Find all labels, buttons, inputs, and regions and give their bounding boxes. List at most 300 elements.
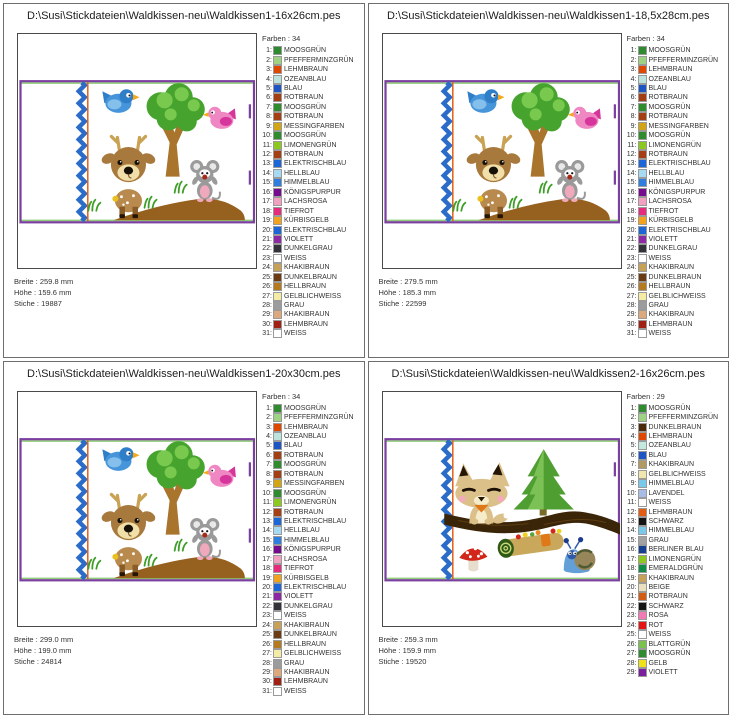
width-label: Breite : 259.8 mm bbox=[14, 277, 74, 286]
design-panel bbox=[368, 3, 730, 358]
stitch-count-label: Stiche : 24814 bbox=[14, 656, 62, 666]
thread-color-name: DUNKELGRAU bbox=[284, 602, 333, 610]
thread-row bbox=[624, 320, 719, 329]
thread-row bbox=[259, 630, 354, 639]
thread-color-swatch bbox=[273, 93, 282, 102]
height-label: Höhe : 199.0 mm bbox=[14, 645, 72, 655]
thread-number: 13: bbox=[262, 517, 272, 525]
thread-row bbox=[259, 55, 354, 64]
thread-number: 8: bbox=[630, 470, 637, 478]
thread-number: 17: bbox=[626, 198, 637, 206]
thread-number: 16: bbox=[626, 546, 637, 554]
thread-color-name: BLAU bbox=[648, 84, 667, 92]
thread-color-swatch bbox=[638, 583, 647, 592]
thread-row bbox=[624, 479, 719, 488]
thread-row bbox=[624, 244, 719, 253]
thread-color-swatch bbox=[273, 150, 282, 159]
thread-color-swatch bbox=[638, 112, 647, 121]
thread-row bbox=[259, 517, 354, 526]
thread-color-name: LIMONENGRÜN bbox=[284, 141, 337, 149]
thread-number: 13: bbox=[626, 160, 637, 168]
thread-color-swatch bbox=[273, 583, 282, 592]
thread-color-name: ROTBRAUN bbox=[284, 94, 324, 102]
thread-number: 21: bbox=[626, 593, 637, 601]
thread-color-name: KHAKIBRAUN bbox=[284, 621, 330, 629]
thread-color-name: SCHWARZ bbox=[648, 602, 684, 610]
design-info bbox=[14, 634, 73, 667]
thread-color-name: HELLBRAUN bbox=[648, 283, 691, 291]
thread-row bbox=[624, 451, 719, 460]
thread-color-name: DUNKELGRAU bbox=[648, 245, 698, 253]
thread-color-swatch bbox=[273, 216, 282, 225]
thread-color-name: LIMONENGRÜN bbox=[284, 499, 337, 507]
thread-color-swatch bbox=[273, 292, 282, 301]
thread-number: 22: bbox=[262, 245, 272, 253]
thread-color-name: ELEKTRISCHBLAU bbox=[284, 160, 347, 168]
height-label: Höhe : 159.9 mm bbox=[378, 645, 437, 655]
thread-row bbox=[624, 573, 719, 582]
thread-color-name: HIMMELBLAU bbox=[284, 536, 330, 544]
thread-color-name: KHAKIBRAUN bbox=[648, 461, 695, 469]
thread-color-swatch bbox=[273, 611, 282, 620]
thread-row bbox=[259, 197, 354, 206]
thread-color-name: LEHMBRAUN bbox=[648, 433, 693, 441]
thread-number: 26: bbox=[262, 283, 272, 291]
thread-color-swatch bbox=[273, 441, 282, 450]
thread-number: 11: bbox=[627, 499, 637, 507]
design-preview bbox=[382, 33, 622, 269]
thread-color-swatch bbox=[638, 254, 647, 263]
thread-row bbox=[259, 649, 354, 658]
stitch-count-label: Stiche : 19887 bbox=[14, 299, 62, 308]
thread-color-swatch bbox=[273, 159, 282, 168]
thread-color-swatch bbox=[273, 659, 282, 668]
forest-scene-1 bbox=[383, 34, 621, 268]
thread-color-name: ROTBRAUN bbox=[284, 508, 324, 516]
thread-row bbox=[259, 639, 354, 648]
thread-color-name: ROT bbox=[648, 621, 664, 629]
thread-color-name: MESSINGFARBEN bbox=[284, 122, 345, 130]
thread-row bbox=[624, 282, 719, 291]
thread-color-name: GRAU bbox=[648, 302, 669, 310]
thread-number: 7: bbox=[266, 461, 272, 469]
thread-color-name: LEHMBRAUN bbox=[648, 66, 693, 74]
thread-color-swatch bbox=[273, 423, 282, 432]
thread-color-name: KHAKIBRAUN bbox=[284, 264, 330, 272]
thread-row bbox=[624, 310, 719, 319]
thread-color-name: KÜRBISGELB bbox=[284, 574, 329, 582]
thread-row bbox=[259, 611, 354, 620]
thread-color-name: LEHMBRAUN bbox=[284, 320, 328, 328]
thread-number: 30: bbox=[262, 320, 272, 328]
thread-row bbox=[624, 46, 719, 55]
thread-color-name: GELB bbox=[648, 659, 668, 667]
thread-number: 10: bbox=[626, 132, 637, 140]
thread-color-name: ROTBRAUN bbox=[284, 151, 324, 159]
thread-number: 22: bbox=[626, 602, 637, 610]
thread-color-name: KÜRBISGELB bbox=[648, 217, 694, 225]
thread-row bbox=[259, 93, 354, 102]
thread-color-swatch bbox=[638, 432, 647, 441]
thread-color-swatch bbox=[273, 451, 282, 460]
thread-number: 25: bbox=[626, 273, 637, 281]
thread-number: 2: bbox=[630, 56, 637, 64]
bell bbox=[112, 196, 118, 202]
thread-color-swatch bbox=[638, 301, 647, 310]
thread-color-name: HELLBLAU bbox=[284, 169, 320, 177]
thread-color-name: MESSINGFARBEN bbox=[284, 480, 345, 488]
thread-color-name: BLAU bbox=[284, 442, 303, 450]
thread-row bbox=[624, 188, 719, 197]
hoop-tick bbox=[249, 462, 251, 476]
thread-row bbox=[259, 112, 354, 121]
thread-color-swatch bbox=[638, 226, 647, 235]
thread-number: 1: bbox=[266, 404, 272, 412]
thread-row bbox=[259, 122, 354, 131]
thread-number: 6: bbox=[630, 94, 637, 102]
thread-number: 20: bbox=[262, 226, 272, 234]
thread-row bbox=[259, 536, 354, 545]
thread-row bbox=[259, 432, 354, 441]
color-count-label: Farben : 34 bbox=[626, 34, 665, 43]
thread-number: 15: bbox=[262, 179, 272, 187]
thread-color-name: KHAKIBRAUN bbox=[648, 264, 695, 272]
thread-number: 8: bbox=[266, 113, 272, 121]
thread-color-name: ROSA bbox=[648, 612, 669, 620]
thread-row bbox=[624, 668, 719, 677]
thread-number: 7: bbox=[630, 103, 637, 111]
thread-row bbox=[259, 291, 354, 300]
thread-row bbox=[259, 422, 354, 431]
hoop-tick bbox=[613, 171, 615, 185]
thread-row bbox=[259, 254, 354, 263]
thread-color-name: TIEFROT bbox=[284, 207, 314, 215]
thread-color-name: KÖNIGSPURPUR bbox=[284, 188, 341, 196]
thread-color-name: LACHSROSA bbox=[648, 198, 692, 206]
thread-color-swatch bbox=[638, 263, 647, 272]
hoop-tick bbox=[249, 171, 251, 185]
thread-color-swatch bbox=[638, 207, 647, 216]
thread-row bbox=[259, 413, 354, 422]
thread-color-name: KHAKIBRAUN bbox=[284, 668, 330, 676]
thread-number: 30: bbox=[626, 320, 637, 328]
thread-row bbox=[624, 216, 719, 225]
thread-color-name: MOOSGRÜN bbox=[648, 132, 691, 140]
thread-row bbox=[624, 84, 719, 93]
height-label: Höhe : 159.6 mm bbox=[14, 288, 72, 297]
thread-number: 6: bbox=[266, 451, 272, 459]
thread-color-swatch bbox=[273, 517, 282, 526]
thread-number: 27: bbox=[626, 292, 637, 300]
thread-color-name: MOOSGRÜN bbox=[284, 47, 326, 55]
width-label: Breite : 299.0 mm bbox=[14, 634, 74, 644]
thread-number: 27: bbox=[262, 292, 272, 300]
design-info bbox=[379, 276, 438, 309]
thread-color-name: HIMMELBLAU bbox=[648, 480, 695, 488]
hoop-tick bbox=[249, 528, 251, 542]
thread-color-swatch bbox=[273, 131, 282, 140]
thread-number: 1: bbox=[630, 404, 637, 412]
thread-number: 20: bbox=[626, 584, 637, 592]
thread-color-name: OZEANBLAU bbox=[284, 433, 327, 441]
thread-number: 9: bbox=[630, 122, 637, 130]
thread-color-name: VIOLETT bbox=[648, 668, 678, 676]
thread-row bbox=[624, 545, 719, 554]
thread-number: 11: bbox=[262, 141, 272, 149]
thread-color-swatch bbox=[273, 564, 282, 573]
thread-color-swatch bbox=[638, 489, 647, 498]
forest-scene-2 bbox=[383, 392, 621, 626]
thread-row bbox=[624, 526, 719, 535]
thread-number: 23: bbox=[262, 612, 272, 620]
thread-color-swatch bbox=[638, 413, 647, 422]
thread-row bbox=[259, 235, 354, 244]
thread-row bbox=[259, 488, 354, 497]
thread-color-name: WEISS bbox=[284, 687, 307, 695]
thread-number: 9: bbox=[630, 480, 637, 488]
thread-number: 9: bbox=[266, 480, 272, 488]
thread-color-name: PFEFFERMINZGRÜN bbox=[648, 56, 719, 64]
thread-color-name: ELEKTRISCHBLAU bbox=[284, 226, 347, 234]
thread-row bbox=[624, 536, 719, 545]
design-preview bbox=[17, 391, 257, 627]
hoop-frame bbox=[383, 392, 621, 626]
thread-color-swatch bbox=[638, 159, 647, 168]
thread-color-name: MOOSGRÜN bbox=[284, 103, 326, 111]
thread-color-name: HELLBLAU bbox=[284, 527, 320, 535]
thread-row bbox=[624, 413, 719, 422]
thread-color-swatch bbox=[638, 320, 647, 329]
thread-number: 17: bbox=[626, 555, 637, 563]
thread-row bbox=[259, 687, 354, 696]
thread-color-name: MOOSGRÜN bbox=[648, 103, 691, 111]
thread-number: 5: bbox=[266, 442, 272, 450]
thread-number: 26: bbox=[262, 640, 272, 648]
thread-color-swatch bbox=[638, 84, 647, 93]
thread-number: 16: bbox=[262, 546, 272, 554]
thread-number: 23: bbox=[626, 612, 637, 620]
thread-row bbox=[259, 46, 354, 55]
thread-color-name: MOOSGRÜN bbox=[284, 461, 326, 469]
thread-row bbox=[624, 55, 719, 64]
thread-row bbox=[259, 404, 354, 413]
thread-row bbox=[624, 263, 719, 272]
thread-number: 1: bbox=[630, 47, 637, 55]
thread-row bbox=[259, 301, 354, 310]
thread-color-name: VIOLETT bbox=[648, 235, 678, 243]
thread-color-swatch bbox=[638, 122, 647, 131]
thread-number: 16: bbox=[626, 188, 637, 196]
thread-color-swatch bbox=[273, 46, 282, 55]
thread-number: 24: bbox=[262, 621, 272, 629]
thread-row bbox=[624, 291, 719, 300]
thread-row bbox=[624, 441, 719, 450]
thread-color-name: LEHMBRAUN bbox=[284, 678, 328, 686]
hoop-tick bbox=[613, 104, 615, 118]
thread-color-swatch bbox=[273, 630, 282, 639]
thread-color-name: GRAU bbox=[284, 659, 305, 667]
thread-row bbox=[624, 649, 719, 658]
thread-color-swatch bbox=[273, 65, 282, 74]
thread-color-swatch bbox=[638, 460, 647, 469]
thread-color-name: ROTBRAUN bbox=[284, 470, 324, 478]
thread-color-name: KÜRBISGELB bbox=[284, 217, 329, 225]
thread-color-name: GELBLICHWEISS bbox=[284, 650, 342, 658]
thread-row bbox=[624, 122, 719, 131]
thread-number: 4: bbox=[630, 433, 637, 441]
thread-number: 3: bbox=[630, 66, 637, 74]
thread-color-name: ELEKTRISCHBLAU bbox=[648, 226, 711, 234]
thread-color-swatch bbox=[638, 93, 647, 102]
forest-scene-1 bbox=[18, 392, 256, 626]
thread-row bbox=[624, 301, 719, 310]
thread-color-swatch bbox=[273, 112, 282, 121]
thread-row bbox=[624, 422, 719, 431]
thread-color-name: ELEKTRISCHBLAU bbox=[284, 584, 347, 592]
thread-number: 13: bbox=[262, 160, 272, 168]
thread-color-swatch bbox=[638, 423, 647, 432]
thread-color-name: ROTBRAUN bbox=[284, 451, 324, 459]
thread-color-swatch bbox=[638, 197, 647, 206]
thread-color-swatch bbox=[638, 178, 647, 187]
thread-color-swatch bbox=[273, 188, 282, 197]
thread-number: 20: bbox=[262, 584, 272, 592]
thread-color-name: WEISS bbox=[284, 612, 307, 620]
thread-color-swatch bbox=[273, 555, 282, 564]
thread-color-swatch bbox=[638, 404, 647, 413]
thread-color-name: VIOLETT bbox=[284, 593, 314, 601]
thread-color-swatch bbox=[273, 56, 282, 65]
hoop-tick bbox=[249, 104, 251, 118]
thread-color-swatch bbox=[273, 226, 282, 235]
thread-color-name: GELBLICHWEISS bbox=[648, 292, 706, 300]
thread-color-swatch bbox=[638, 169, 647, 178]
thread-color-swatch bbox=[638, 292, 647, 301]
thread-row bbox=[259, 470, 354, 479]
thread-color-swatch bbox=[638, 282, 647, 291]
thread-color-swatch bbox=[638, 235, 647, 244]
thread-row bbox=[259, 178, 354, 187]
bell bbox=[112, 553, 118, 559]
thread-color-name: LACHSROSA bbox=[284, 555, 328, 563]
thread-number: 4: bbox=[630, 75, 637, 83]
thread-color-name: WEISS bbox=[284, 330, 307, 338]
thread-color-name: MOOSGRÜN bbox=[648, 650, 691, 658]
thread-color-swatch bbox=[273, 508, 282, 517]
design-preview bbox=[382, 391, 622, 627]
thread-color-name: DUNKELGRAU bbox=[284, 245, 333, 253]
thread-color-swatch bbox=[638, 602, 647, 611]
thread-color-name: BLAU bbox=[648, 451, 667, 459]
design-info bbox=[14, 276, 73, 309]
thread-number: 14: bbox=[626, 527, 637, 535]
thread-color-swatch bbox=[638, 621, 647, 630]
thread-color-name: BLAU bbox=[284, 84, 303, 92]
thread-color-name: KHAKIBRAUN bbox=[284, 311, 330, 319]
thread-number: 19: bbox=[626, 217, 637, 225]
thread-color-name: ROTBRAUN bbox=[648, 94, 688, 102]
thread-color-swatch bbox=[273, 320, 282, 329]
thread-color-swatch bbox=[638, 65, 647, 74]
thread-row bbox=[624, 432, 719, 441]
thread-row bbox=[624, 169, 719, 178]
thread-color-swatch bbox=[273, 498, 282, 507]
thread-number: 26: bbox=[626, 640, 637, 648]
thread-row bbox=[624, 555, 719, 564]
thread-color-name: KÖNIGSPURPUR bbox=[648, 188, 706, 196]
thread-color-swatch bbox=[273, 687, 282, 696]
thread-color-swatch bbox=[273, 169, 282, 178]
thread-row bbox=[624, 517, 719, 526]
thread-color-name: TIEFROT bbox=[284, 565, 314, 573]
thread-row bbox=[259, 451, 354, 460]
thread-color-name: LEHMBRAUN bbox=[648, 320, 693, 328]
thread-row bbox=[259, 103, 354, 112]
thread-number: 20: bbox=[626, 226, 637, 234]
thread-row bbox=[259, 498, 354, 507]
thread-color-swatch bbox=[273, 592, 282, 601]
thread-color-swatch bbox=[273, 621, 282, 630]
thread-row bbox=[624, 611, 719, 620]
thread-row bbox=[259, 244, 354, 253]
thread-row bbox=[259, 460, 354, 469]
thread-color-list bbox=[259, 404, 354, 697]
thread-row bbox=[624, 206, 719, 215]
thread-color-swatch bbox=[273, 75, 282, 84]
thread-color-swatch bbox=[638, 630, 647, 639]
thread-number: 19: bbox=[626, 574, 637, 582]
thread-color-swatch bbox=[273, 649, 282, 658]
thread-color-swatch bbox=[638, 273, 647, 282]
thread-row bbox=[624, 602, 719, 611]
thread-color-name: EMERALDGRÜN bbox=[648, 565, 703, 573]
thread-row bbox=[624, 658, 719, 667]
thread-color-name: OZEANBLAU bbox=[648, 75, 691, 83]
thread-number: 10: bbox=[262, 489, 272, 497]
thread-color-name: BERLINER BLAU bbox=[648, 546, 704, 554]
thread-row bbox=[259, 621, 354, 630]
thread-color-name: MOOSGRÜN bbox=[284, 404, 326, 412]
thread-color-swatch bbox=[273, 526, 282, 535]
thread-color-name: HIMMELBLAU bbox=[648, 179, 695, 187]
thread-color-swatch bbox=[638, 244, 647, 253]
thread-row bbox=[624, 131, 719, 140]
thread-color-swatch bbox=[273, 545, 282, 554]
thread-color-name: LAVENDEL bbox=[648, 489, 685, 497]
thread-number: 8: bbox=[266, 470, 272, 478]
thread-number: 25: bbox=[262, 273, 272, 281]
thread-row bbox=[259, 225, 354, 234]
thread-number: 10: bbox=[626, 489, 637, 497]
thread-color-list bbox=[624, 404, 719, 678]
thread-color-list bbox=[259, 46, 354, 339]
thread-row bbox=[624, 197, 719, 206]
thread-number: 13: bbox=[626, 517, 637, 525]
thread-color-name: PFEFFERMINZGRÜN bbox=[284, 414, 354, 422]
thread-color-swatch bbox=[273, 178, 282, 187]
thread-color-name: SCHWARZ bbox=[648, 517, 684, 525]
thread-row bbox=[624, 150, 719, 159]
thread-color-swatch bbox=[638, 640, 647, 649]
thread-color-swatch bbox=[273, 413, 282, 422]
thread-color-name: ROTBRAUN bbox=[648, 113, 688, 121]
thread-number: 9: bbox=[266, 122, 272, 130]
forest-scene-1 bbox=[18, 34, 256, 268]
thread-color-swatch bbox=[638, 564, 647, 573]
thread-color-name: LIMONENGRÜN bbox=[648, 555, 702, 563]
thread-number: 2: bbox=[630, 414, 637, 422]
stitch-count-label: Stiche : 19520 bbox=[378, 656, 427, 666]
